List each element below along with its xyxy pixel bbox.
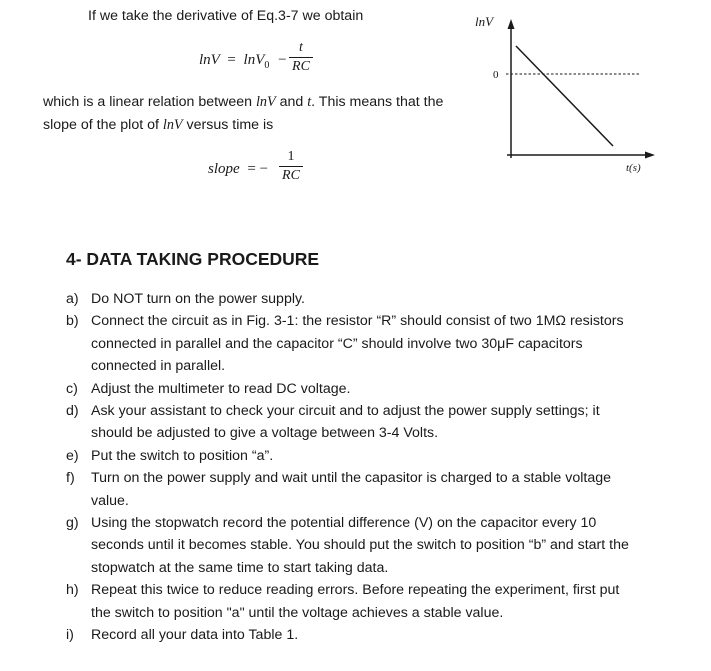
graph-decay-line (516, 46, 613, 146)
eq1-minus: − (278, 52, 287, 68)
linear-text-part: . This means that the (311, 94, 444, 110)
procedure-item-text: connected in parallel and the capacitor “C” should involve two 30μF capacitors (91, 335, 583, 352)
linear-text-var-t: t (307, 94, 312, 110)
procedure-item-text: Repeat this twice to reduce reading errors. Before repeating the experiment, first put (91, 582, 620, 599)
procedure-item-label: f) (66, 470, 75, 487)
eq1-fraction-numerator: t (299, 40, 303, 55)
procedure-item-text: seconds until it becomes stable. You should put the switch to position “b” and start the (91, 537, 629, 554)
graph-zero-label: 0 (493, 69, 499, 81)
graph-y-label: lnV (475, 14, 494, 29)
eq1-rhs-term: lnV (243, 52, 265, 68)
procedure-item-text: connected in parallel. (91, 358, 226, 375)
graph-x-label: t(s) (626, 162, 641, 174)
procedure-item-text: Put the switch to position “a”. (91, 447, 274, 464)
procedure-item-text: Do NOT turn on the power supply. (91, 291, 305, 307)
linear-text-part: versus time is (182, 117, 274, 133)
procedure-item-text: Turn on the power supply and wait until the capasitor is charged to a stable voltage (91, 470, 611, 487)
eq1-fraction-denominator: RC (292, 59, 310, 74)
procedure-item-label: e) (66, 447, 79, 464)
intro-text: If we take the derivative of Eq.3-7 we obtain (88, 8, 364, 24)
procedure-item-text: the switch to position "a" until the voltage achieves a stable value. (91, 604, 504, 621)
linear-text-part: which is a linear relation between (43, 94, 256, 110)
eq1-lhs: lnV (199, 52, 220, 68)
procedure-item-text: Adjust the multimeter to read DC voltage. (91, 380, 351, 397)
eq2-fraction-numerator: 1 (287, 149, 295, 164)
eq2-lhs: slope (208, 161, 240, 177)
procedure-item-text: should be adjusted to give a voltage between 3-4 Volts. (91, 425, 439, 442)
eq2-fraction-denominator: RC (282, 168, 300, 183)
procedure-item-label: a) (66, 291, 79, 307)
procedure-item-label: g) (66, 515, 79, 531)
procedure-item-label: b) (66, 313, 79, 330)
procedure-item-label: d) (66, 403, 79, 419)
linear-text-var-lnv: lnV (162, 117, 183, 133)
linear-text-part: slope of the plot of (43, 117, 163, 133)
procedure-item-text: Using the stopwatch record the potential difference (V) on the capacitor every 10 (91, 515, 597, 531)
linear-text-var-lnv: lnV (255, 94, 276, 110)
linear-text-part: and (275, 94, 308, 110)
eq1-rhs-subscript: 0 (264, 60, 270, 71)
procedure-item-text: stopwatch at the same time to start taking data. (91, 559, 389, 576)
procedure-item-text: value. (91, 492, 129, 509)
graph-x-arrow-icon (645, 152, 655, 159)
graph-y-arrow-icon (508, 19, 515, 29)
eq2-equals: = − (247, 161, 269, 177)
section-heading: 4- DATA TAKING PROCEDURE (66, 249, 320, 269)
eq1-equals: = (227, 52, 236, 68)
procedure-item-text: Record all your data into Table 1. (91, 627, 299, 643)
procedure-item-label: i) (66, 627, 74, 643)
procedure-item-label: c) (66, 380, 78, 397)
procedure-item-text: Connect the circuit as in Fig. 3-1: the resistor “R” should consist of two 1MΩ resistors (91, 313, 624, 330)
procedure-item-label: h) (66, 582, 79, 599)
procedure-item-text: Ask your assistant to check your circuit and to adjust the power supply settings; it (91, 403, 600, 419)
